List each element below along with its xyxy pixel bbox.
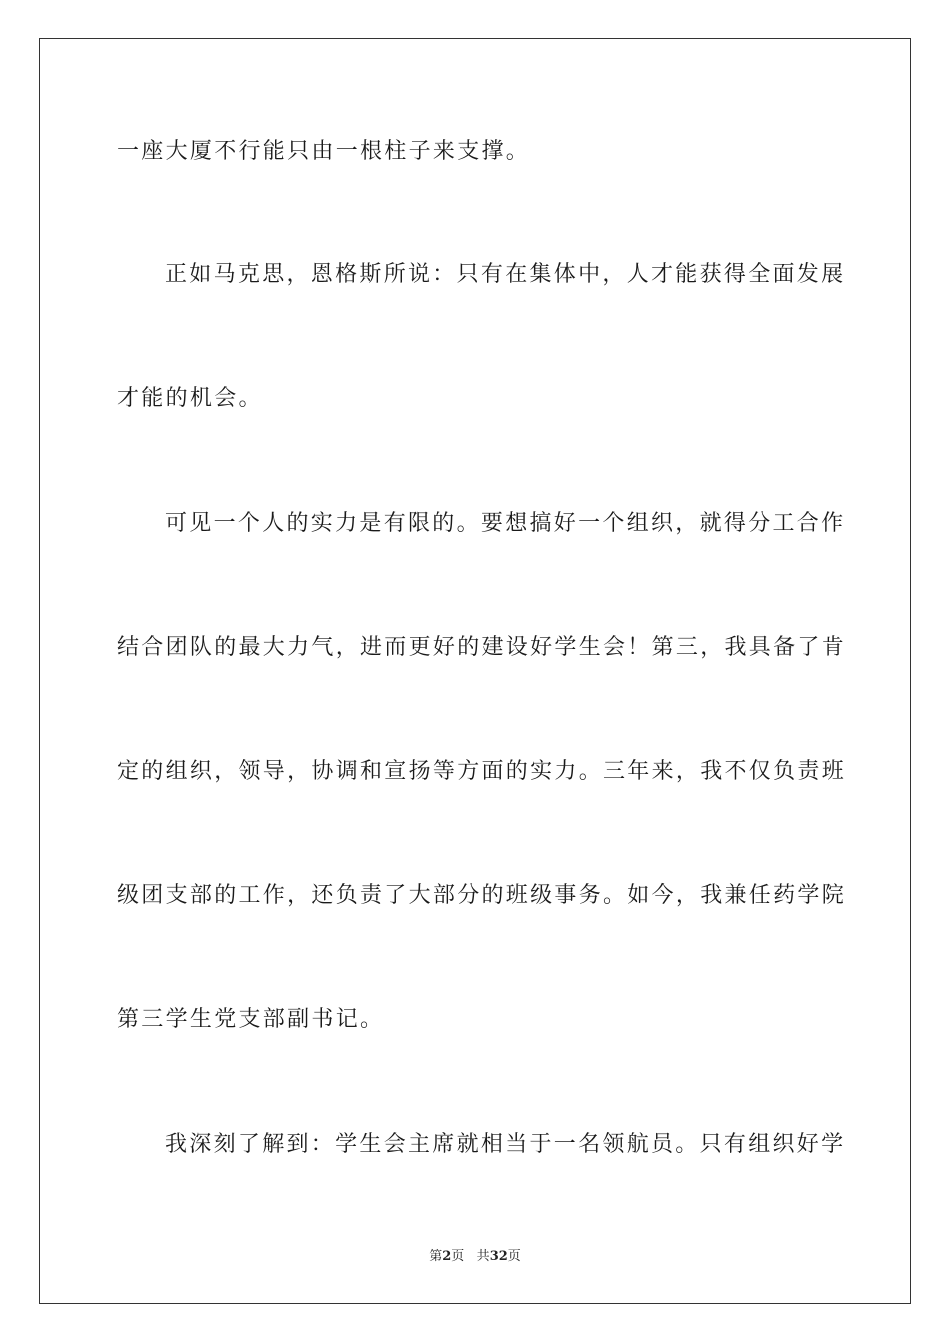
- text-line: 才能的机会。: [117, 386, 263, 411]
- total-suffix: 页: [507, 1249, 521, 1264]
- current-page-number: 2: [442, 1249, 452, 1264]
- text-line: 结合团队的最大力气，进而更好的建设好学生会！第三，我具备了肯: [117, 635, 847, 660]
- page-footer: [0, 1248, 950, 1266]
- page-frame: [39, 38, 911, 1304]
- page-prefix: 第: [429, 1249, 443, 1264]
- total-page-count: 32: [489, 1249, 508, 1264]
- page-suffix: 页: [451, 1249, 465, 1264]
- text-line: 第三学生党支部副书记。: [117, 1007, 385, 1032]
- text-line: 级团支部的工作，还负责了大部分的班级事务。如今，我兼任药学院: [117, 883, 847, 908]
- total-prefix: 共: [476, 1249, 490, 1264]
- text-line: 可见一个人的实力是有限的。要想搞好一个组织，就得分工合作: [165, 511, 846, 536]
- text-line: 定的组织，领导，协调和宣扬等方面的实力。三年来，我不仅负责班: [117, 759, 847, 784]
- text-line: 我深刻了解到：学生会主席就相当于一名领航员。只有组织好学: [165, 1132, 846, 1157]
- text-line: 正如马克思，恩格斯所说：只有在集体中，人才能获得全面发展: [165, 262, 846, 287]
- text-line: 一座大厦不行能只由一根柱子来支撑。: [117, 139, 531, 164]
